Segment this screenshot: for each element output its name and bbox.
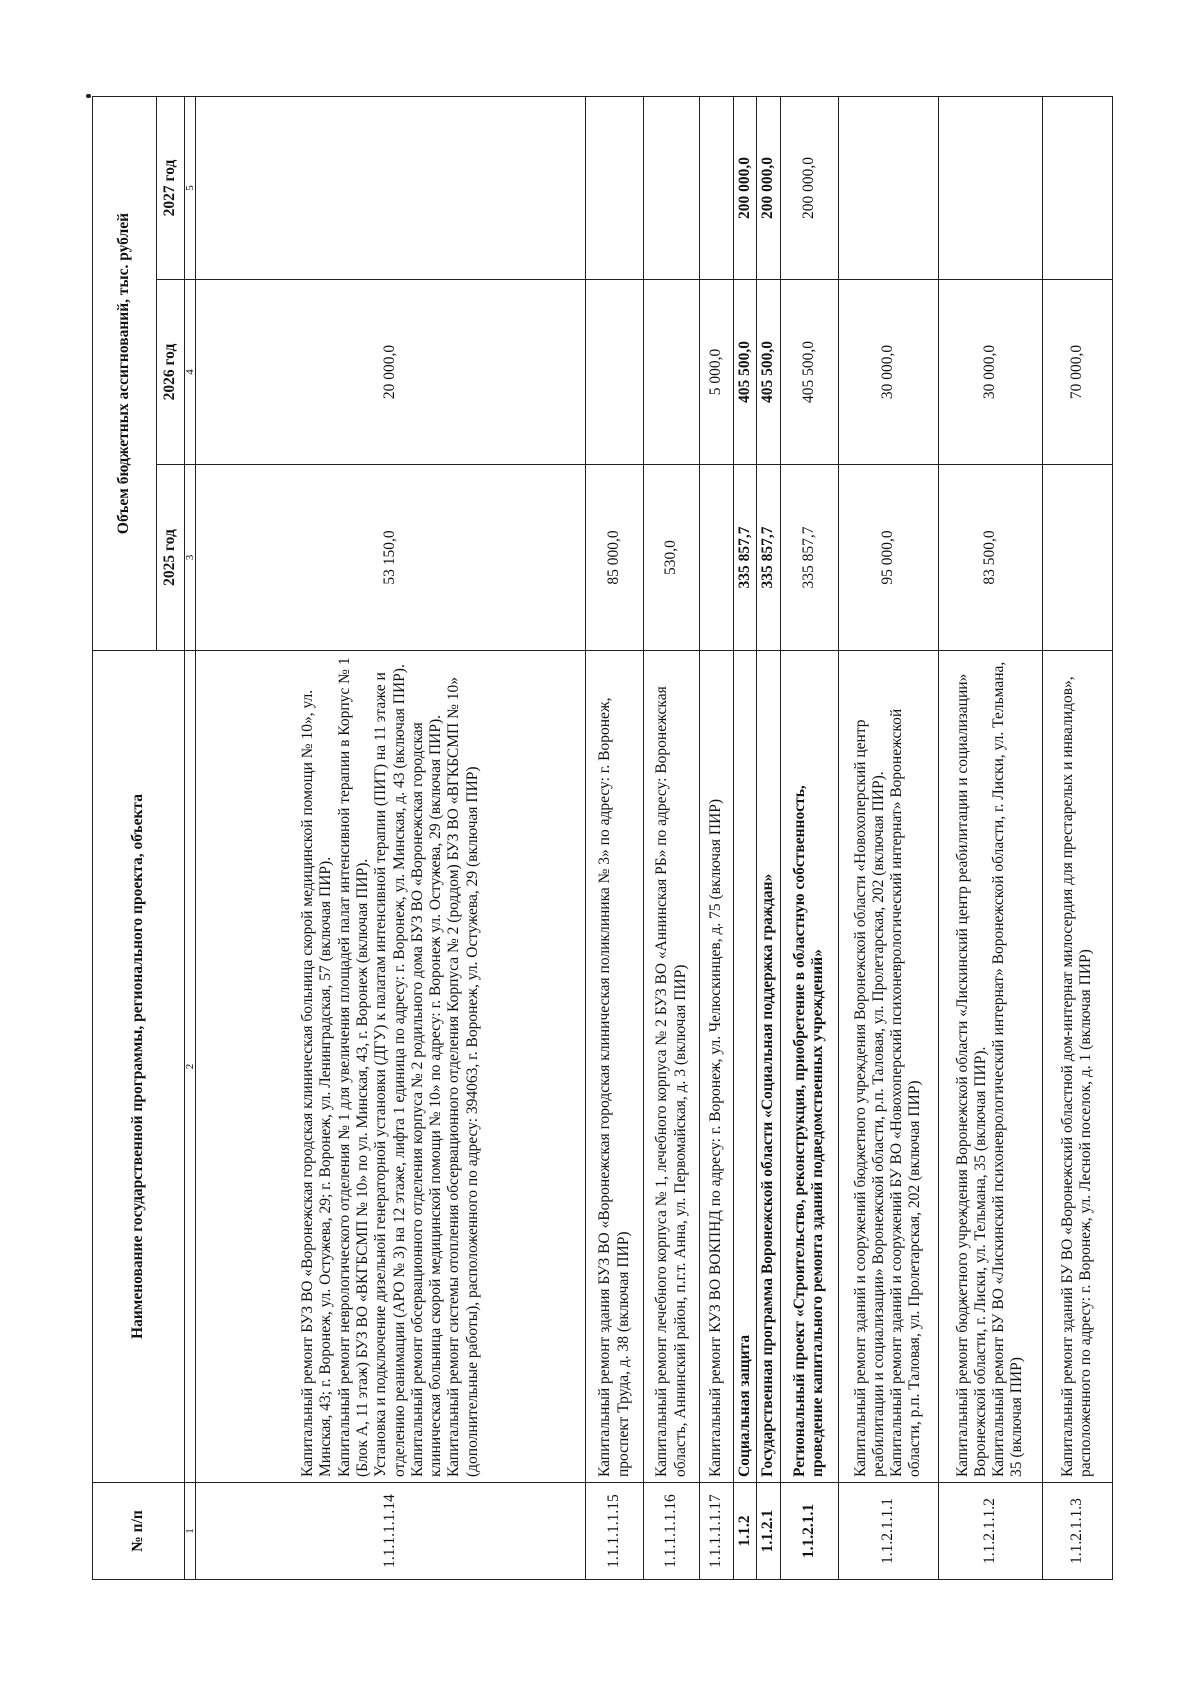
table-row [1042,96,1112,1579]
row-v2025 [700,465,734,651]
row-v2027: 200 000,0 [757,96,780,279]
row-line: Установка и подключение дизельной генераторной установки (ДГУ) к палатам интенсивной терапии (ПИТ) на 11 этаже и отделению реанимации (АРО № 3) на 12 этаже, лифта 1 единица по адресу: г. Воронеж, ул. Минская, д. 43 (включая ПИР). [372,664,408,1477]
row-line: Капитальный ремонт зданий и сооружений бюджетного учреждения Воронежской области «Новохоперский центр реабилитации и социализации» Воронежской области, р.п. Таловая, ул. Пролетарская, 202 (включая ПИР). [851,719,887,1477]
row-v2027 [700,96,734,279]
table-row [586,96,644,1579]
row-line: проведение капитального ремонта зданий подведомственных учреждений» [809,949,827,1477]
row-num: 1.1.2.1.1.3 [1042,1483,1112,1580]
row-line: Капитальный ремонт бюджетного учреждения Воронежской области «Лискинский центр реабилитации и социализации» Воронежской области, г. Лиски, ул. Тельмана, 35 (включая ПИР). [953,673,989,1477]
row-name [734,651,757,1483]
row-v2026: 70 000,0 [1042,280,1112,465]
row-v2025: 53 150,0 [196,465,586,651]
row-name [938,651,1042,1483]
row-name [780,651,838,1483]
row-v2026: 5 000,0 [700,280,734,465]
row-line: Капитальный ремонт здания БУЗ ВО «Воронежская городская клиническая поликлиника № 3» по адресу: г. Воронеж, проспект Труда, д. 38 (включая ПИР) [596,697,632,1477]
row-v2027 [938,96,1042,279]
page-mark [86,94,91,98]
header-year-2027: 2027 год [157,96,185,279]
row-name [1042,651,1112,1483]
col-index: 2 [185,651,196,1483]
row-num: 1.1.2 [734,1483,757,1580]
header-num: № п/п [93,1483,185,1580]
row-v2025: 335 857,7 [780,465,838,651]
row-num: 1.1.1.1.1.16 [644,1483,700,1580]
header-name: Наименование государственной программы, регионального проекта, объекта [93,651,185,1483]
row-name [644,651,700,1483]
row-v2027: 200 000,0 [734,96,757,279]
row-v2025 [1042,465,1112,651]
row-v2026: 405 500,0 [734,280,757,465]
row-v2027 [1042,96,1112,279]
row-num: 1.1.1.1.1.14 [196,1483,586,1580]
table-row [838,96,938,1579]
table-row [734,96,757,1579]
header-volume: Объем бюджетных ассигнований, тыс. рублей [93,96,157,650]
row-v2027 [644,96,700,279]
row-line: Капитальный ремонт зданий БУ ВО «Воронежский областной дом-интернат милосердия для престарелых и инвалидов», расположенного по адресу: г. Воронеж, ул. Лесной поселок, д. 1 (включая ПИР) [1058,676,1095,1477]
row-v2025: 335 857,7 [757,465,780,651]
row-num: 1.1.2.1.1 [780,1483,838,1580]
row-num: 1.1.2.1.1.2 [938,1483,1042,1580]
row-v2026: 405 500,0 [757,280,780,465]
budget-table [92,96,1113,1580]
row-v2027: 200 000,0 [780,96,838,279]
table-row [196,96,586,1579]
table-row [938,96,1042,1579]
row-name [586,651,644,1483]
col-index: 1 [185,1483,196,1580]
table-row [780,96,838,1579]
row-name [196,651,586,1483]
row-num: 1.1.2.1 [757,1483,780,1580]
row-name [700,651,734,1483]
row-v2025: 335 857,7 [734,465,757,651]
col-index: 5 [185,96,196,279]
row-v2025: 85 000,0 [586,465,644,651]
row-line: Капитальный ремонт зданий и сооружений БУ ВО «Новохоперский психоневрологический интернат» Воронежской области, р.п. Таловая, ул. Пролетарская, 202 (включая ПИР) [888,708,924,1477]
row-line: Капитальный ремонт лечебного корпуса № 1, лечебного корпуса № 2 БУЗ ВО «Аннинская РБ» по адресу: Воронежская область, Аннинский район, п.г.т. Анна, ул. Первомайская, д. 3 (включая ПИР) [653,686,689,1477]
table-row [757,96,780,1579]
row-line: Капитальный ремонт БУЗ ВО «Воронежская городская клиническая больница скорой медицинской помощи № 10», ул. Минская, 43; г. Воронеж, ул. Остужева, 29; г. Воронеж, ул. Ленинградская, 57 (включая ПИР). [299,689,335,1477]
row-v2026: 30 000,0 [938,280,1042,465]
header-year-2026: 2026 год [157,280,185,465]
row-v2026: 30 000,0 [838,280,938,465]
row-num: 1.1.2.1.1.1 [838,1483,938,1580]
col-index: 4 [185,280,196,465]
row-name [757,651,780,1483]
table-row [644,96,700,1579]
col-index: 3 [185,465,196,651]
row-line: Капитальный ремонт системы отопления обсервационного отделения Корпуса № 2 (роддом) БУЗ ВО «ВГКБСМП № 10» (дополнительные работы), расположенного по адресу: 394063, г. Воронеж, ул. Остужева, 29 (включая ПИР) [445,676,481,1477]
row-line: Капитальный ремонт неврологического отделения № 1 для увеличения площадей палат интенсивной терапии в Корпус № 1 (Блок А, 11 этаж) БУЗ ВО «ВКГБСМП № 10» по ул. Минская, 43, г. Воронеж (включая ПИР). [335,657,371,1477]
row-line: Региональный проект «Строительство, реконструкция, приобретение в областную собственность, [790,785,808,1477]
row-v2027 [586,96,644,279]
row-v2026: 20 000,0 [196,280,586,465]
row-v2025: 83 500,0 [938,465,1042,651]
row-line: Государственная программа Воронежской области «Социальная поддержка граждан» [759,873,777,1477]
row-num: 1.1.1.1.1.17 [700,1483,734,1580]
row-name [838,651,938,1483]
table-row [700,96,734,1579]
row-v2026 [644,280,700,465]
row-line: Капитальный ремонт обсервационного отделения корпуса № 2 родильного дома БУЗ ВО «Воронежская городская клиническая больница скорой медицинской помощи № 10» по адресу: г. Воронеж ул. Остужева, 29 (включая ПИР). [408,715,445,1477]
row-v2025: 95 000,0 [838,465,938,651]
row-num: 1.1.1.1.1.15 [586,1483,644,1580]
header-year-2025: 2025 год [157,465,185,651]
row-line: Капитальный ремонт КУЗ ВО ВОКПНД по адресу: г. Воронеж, ул. Челюскинцев, д. 75 (включая ПИР) [707,798,725,1477]
row-v2026: 405 500,0 [780,280,838,465]
row-v2027 [196,96,586,279]
row-v2027 [838,96,938,279]
row-v2025: 530,0 [644,465,700,651]
row-line: Капитальный ремонт БУ ВО «Лискинский психоневрологический интернат» Воронежской области, г. Лиски, ул. Тельмана, 35 (включая ПИР) [990,661,1026,1477]
row-v2026 [586,280,644,465]
row-line: Социальная защита [736,1334,753,1477]
